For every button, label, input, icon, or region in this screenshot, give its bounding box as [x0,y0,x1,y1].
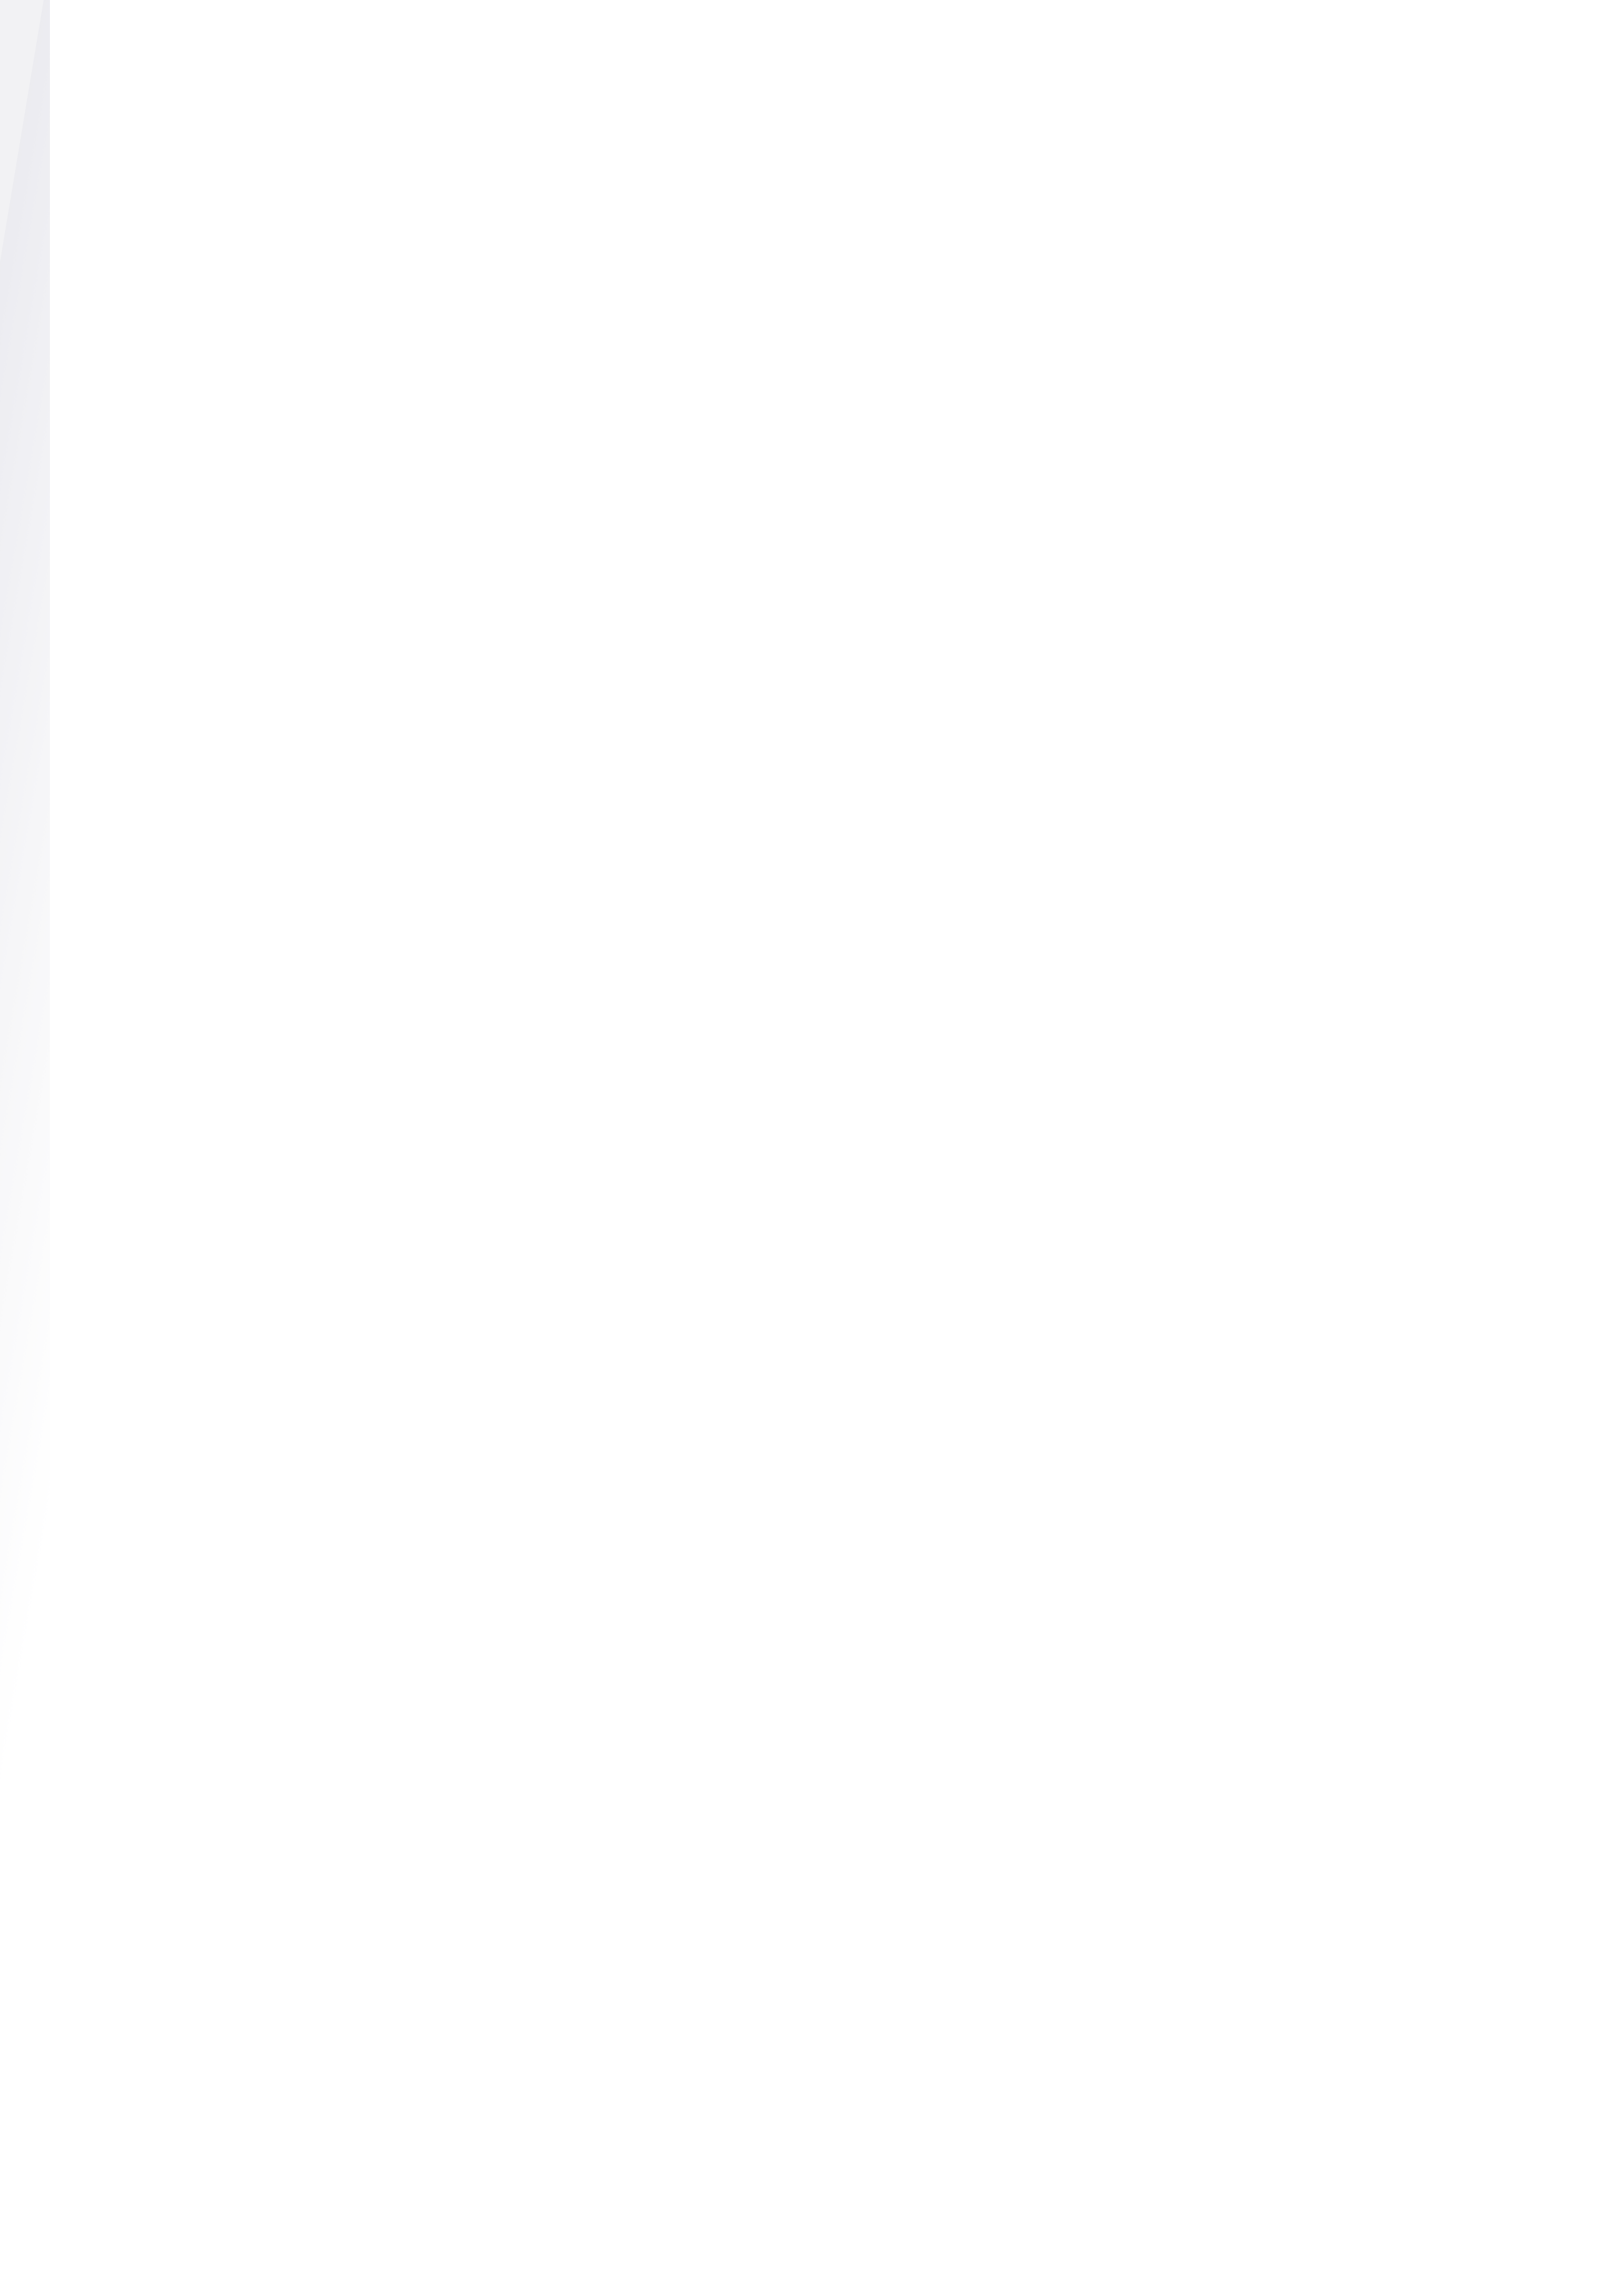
document-body [0,0,1623,2296]
